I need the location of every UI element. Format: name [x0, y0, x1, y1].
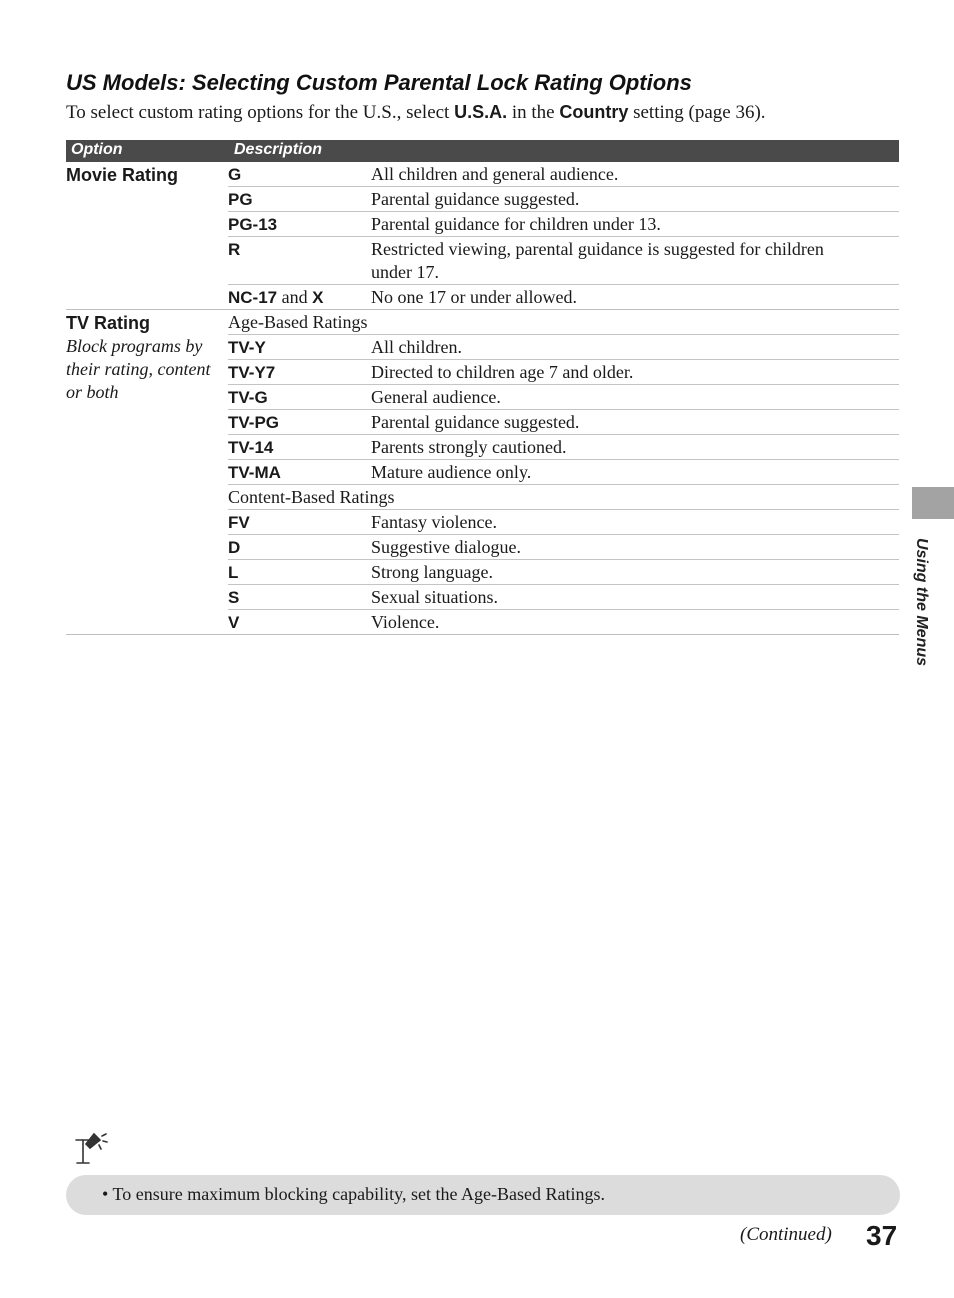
rating-code: PG	[228, 190, 253, 209]
intro-usa: U.S.A.	[454, 102, 508, 122]
table-row	[228, 162, 899, 186]
table-row	[228, 384, 899, 409]
intro-text-after: setting (page 36).	[628, 102, 766, 123]
tv-rating-label-cell	[66, 310, 221, 404]
table-row	[228, 609, 899, 634]
rating-code-and: and	[277, 287, 313, 307]
movie-rating-name: Movie Rating	[66, 165, 179, 185]
rating-code: TV-14	[228, 438, 274, 457]
rating-description: All children.	[371, 337, 462, 357]
rating-code: S	[228, 588, 240, 607]
rating-code: R	[228, 240, 241, 259]
continued-label: (Continued)	[740, 1224, 832, 1245]
table-row	[228, 459, 899, 484]
rating-description: Strong language.	[371, 562, 493, 582]
table-row	[228, 211, 899, 236]
rating-description: Sexual situations.	[371, 587, 498, 607]
section-tab-marker	[912, 487, 954, 519]
content-based-heading: Content-Based Ratings	[228, 487, 395, 507]
rating-description: Fantasy violence.	[371, 512, 497, 532]
table-row	[228, 409, 899, 434]
intro-text-before: To select custom rating options for the U.S., select	[66, 102, 455, 123]
rating-code: TV-Y7	[228, 363, 276, 382]
age-based-heading-row	[228, 310, 899, 334]
rating-code: G	[228, 165, 242, 184]
section-side-label-text: Using the Menus	[913, 538, 930, 667]
rating-code: PG-13	[228, 215, 278, 234]
ratings-table	[66, 140, 899, 635]
rating-description: Directed to children age 7 and older.	[371, 362, 634, 382]
hint-text: • To ensure maximum blocking capability, set the Age-Based Ratings.	[102, 1184, 605, 1204]
lamp-icon	[72, 1130, 112, 1170]
table-row	[228, 434, 899, 459]
rating-description: Parents strongly cautioned.	[371, 437, 567, 457]
rating-description: Mature audience only.	[371, 462, 532, 482]
table-row	[228, 584, 899, 609]
rating-code: D	[228, 538, 241, 557]
rating-code: TV-Y	[228, 338, 266, 357]
rating-code: TV-G	[228, 388, 268, 407]
table-row	[228, 334, 899, 359]
rating-code: TV-PG	[228, 413, 280, 432]
rating-description: Restricted viewing, parental guidance is suggested for children under 17.	[371, 239, 824, 282]
tv-rating-description: Block programs by their rating, content or both	[66, 336, 211, 402]
rating-description: All children and general audience.	[371, 164, 619, 184]
page-number: 37	[866, 1220, 898, 1251]
tv-rating-name: TV Rating	[66, 313, 150, 333]
intro-country: Country	[559, 102, 629, 122]
rating-code-x: X	[312, 288, 324, 307]
movie-rating-group	[66, 162, 899, 310]
table-row	[228, 236, 899, 284]
movie-rating-label-cell	[66, 162, 221, 187]
rating-description: General audience.	[371, 387, 501, 407]
rating-code: L	[228, 563, 239, 582]
rating-code: FV	[228, 513, 250, 532]
rating-description: Parental guidance suggested.	[371, 412, 580, 432]
rating-description: Suggestive dialogue.	[371, 537, 521, 557]
rating-description: Violence.	[371, 612, 440, 632]
table-row	[228, 186, 899, 211]
table-header	[66, 140, 899, 162]
table-row	[228, 509, 899, 534]
hint-box	[66, 1175, 900, 1215]
header-description: Description	[234, 141, 323, 158]
rating-description: Parental guidance suggested.	[371, 189, 580, 209]
rating-description: No one 17 or under allowed.	[371, 287, 577, 307]
rating-code	[228, 285, 371, 309]
rating-code: V	[228, 613, 240, 632]
table-row	[228, 284, 899, 309]
intro-paragraph	[66, 100, 886, 125]
page-heading: US Models: Selecting Custom Parental Lock Rating Options	[66, 70, 692, 95]
age-based-heading: Age-Based Ratings	[228, 312, 368, 332]
table-row	[228, 359, 899, 384]
section-side-label	[910, 538, 930, 698]
header-option: Option	[71, 141, 123, 158]
intro-text-middle: in the	[507, 102, 560, 123]
content-based-heading-row	[228, 484, 899, 509]
table-row	[228, 559, 899, 584]
tv-rating-group	[66, 310, 899, 635]
rating-code: TV-MA	[228, 463, 281, 482]
rating-code-nc17: NC-17	[228, 288, 278, 307]
table-row	[228, 534, 899, 559]
rating-description: Parental guidance for children under 13.	[371, 214, 661, 234]
